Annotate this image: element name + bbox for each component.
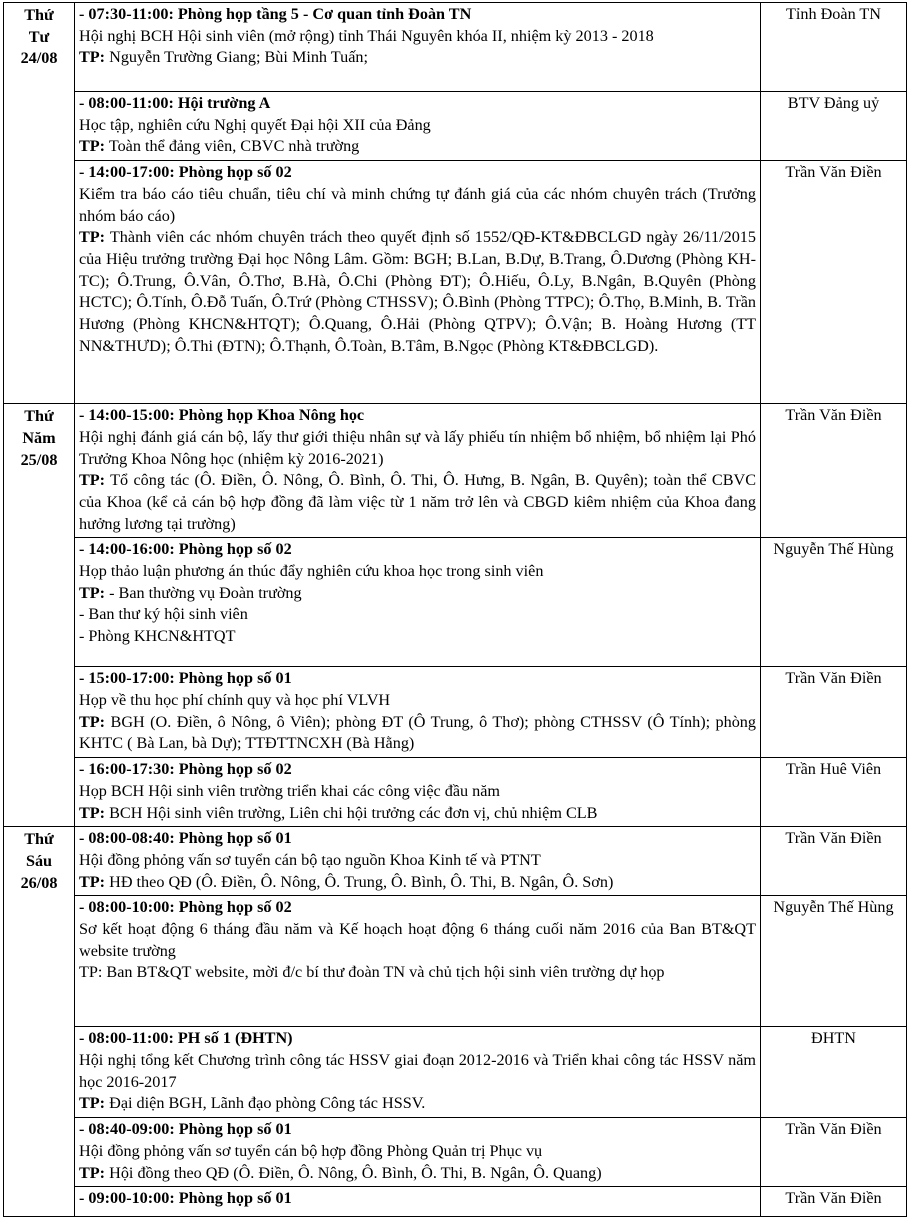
person-cell: Trần Văn Điền xyxy=(761,404,907,538)
event-cell xyxy=(75,92,761,161)
event-cell xyxy=(75,896,761,1027)
event-header: - 07:30-11:00: Phòng họp tầng 5 - Cơ quan tỉnh Đoàn TN xyxy=(79,5,472,23)
event-participants: TP: Nguyễn Trường Giang; Bùi Minh Tuấn; xyxy=(79,48,368,67)
table-row xyxy=(4,1118,907,1187)
day-date: 26/08 xyxy=(20,873,58,892)
table-row xyxy=(4,538,907,667)
person-cell: Trần Văn Điền xyxy=(761,1187,907,1217)
event-description: Kiểm tra báo cáo tiêu chuẩn, tiêu chí và minh chứng tự đánh giá của các nhóm chuyên trách (Trưởng nhóm báo cáo) xyxy=(79,184,756,225)
day-cell xyxy=(4,3,75,404)
event-participants: TP: BGH (O. Điền, ô Nông, ô Viên); phòng ĐT (Ô Trung, ô Thơ); phòng CTHSSV (Ô Tính); phòng KHTC ( Bà Lan, bà Dự); TTĐTTNCXH (Bà Hằng) xyxy=(79,712,756,753)
event-participant-line: - Phòng KHCN&HTQT xyxy=(79,627,236,646)
person-cell: Trần Văn Điền xyxy=(761,667,907,758)
event-cell xyxy=(75,538,761,667)
event-cell xyxy=(75,758,761,827)
event-participants: TP: Thành viên các nhóm chuyên trách theo quyết định số 1552/QĐ-KT&ĐBCLGD ngày 26/11/2015 của Hiệu trưởng trường Đại học Nông Lâm. Gồm: BGH; B.Lan, B.Dự, B.Trang, Ô.Dương (Phòng KH-TC); Ô.Trung, Ô.Vân, Ô.Thơ, B.Hà, Ô.Chi (Phòng ĐT); Ô.Hiếu, Ô.Ly, B.Ngân, B.Quyên (Phòng HCTC); Ô.Tính, Ô.Đỗ Tuấn, Ô.Trứ (Phòng CTHSSV); Ô.Bình (Phòng TTPC); Ô.Thọ, B.Minh, B. Trần Hương (Phòng KHCN&HTQT); Ô.Quang, Ô.Hải (Phòng QTPV); Ô.Vận; B. Hoàng Hương (TT NN&THƯD); Ô.Thi (ĐTN); Ô.Thạnh, Ô.Toàn, B.Tâm, B.Ngọc (Phòng KT&ĐBCLGD). xyxy=(79,228,756,355)
person-cell: Nguyễn Thế Hùng xyxy=(761,896,907,1027)
event-header: - 08:40-09:00: Phòng họp số 01 xyxy=(79,1120,292,1139)
table-row xyxy=(4,161,907,404)
day-label: Năm xyxy=(22,428,56,447)
day-label: Thứ xyxy=(24,407,54,426)
event-description: Họp về thu học phí chính quy và học phí VLVH xyxy=(79,691,391,710)
table-row xyxy=(4,404,907,538)
event-header: - 08:00-11:00: Hội trường A xyxy=(79,94,271,112)
person-cell: Trần Văn Điền xyxy=(761,1118,907,1187)
event-description: Họp thảo luận phương án thúc đẩy nghiên cứu khoa học trong sinh viên xyxy=(79,562,544,581)
event-participants: TP: - Ban thường vụ Đoàn trường xyxy=(79,583,302,602)
table-row xyxy=(4,92,907,161)
table-row xyxy=(4,827,907,896)
event-cell xyxy=(75,1027,761,1118)
day-label: Sáu xyxy=(25,851,53,870)
event-participants: TP: HĐ theo QĐ (Ô. Điền, Ô. Nông, Ô. Trung, Ô. Bình, Ô. Thi, B. Ngân, Ô. Sơn) xyxy=(79,872,614,891)
event-cell xyxy=(75,3,761,92)
event-header: - 16:00-17:30: Phòng họp số 02 xyxy=(79,760,292,779)
event-cell xyxy=(75,161,761,404)
event-description: Họp BCH Hội sinh viên trường triển khai các công việc đầu năm xyxy=(79,781,501,800)
day-date: 25/08 xyxy=(20,450,58,469)
day-cell xyxy=(4,404,75,827)
event-cell xyxy=(75,1187,761,1217)
table-row xyxy=(4,758,907,827)
person-cell: Trần Huê Viên xyxy=(761,758,907,827)
day-label: Thứ xyxy=(24,830,54,849)
event-cell xyxy=(75,404,761,538)
event-description: Hội nghị tổng kết Chương trình công tác HSSV giai đoạn 2012-2016 và Triển khai công tác HSSV năm học 2016-2017 xyxy=(79,1051,756,1091)
event-header: - 14:00-15:00: Phòng họp Khoa Nông học xyxy=(79,406,365,425)
event-cell xyxy=(75,667,761,758)
event-header: - 09:00-10:00: Phòng họp số 01 xyxy=(79,1189,292,1208)
person-cell: BTV Đảng uỷ xyxy=(761,92,907,161)
event-header: - 14:00-17:00: Phòng họp số 02 xyxy=(79,163,292,182)
table-row xyxy=(4,1027,907,1118)
event-participants: TP: Hội đồng theo QĐ (Ô. Điền, Ô. Nông, Ô. Bình, Ô. Thi, B. Ngân, Ô. Quang) xyxy=(79,1163,602,1182)
event-description: Hội đồng phỏng vấn sơ tuyển cán bộ hợp đồng Phòng Quản trị Phục vụ xyxy=(79,1141,543,1160)
person-cell: Nguyễn Thế Hùng xyxy=(761,538,907,667)
event-description: Sơ kết hoạt động 6 tháng đầu năm và Kế hoạch hoạt động 6 tháng cuối năm 2016 của Ban BT&QT website trường xyxy=(79,920,756,960)
event-participants: TP: Tổ công tác (Ô. Điền, Ô. Nông, Ô. Bình, Ô. Thi, Ô. Hưng, B. Ngân, B. Quyên); toàn thể CBVC của Khoa (kể cả cán bộ hợp đồng đã làm việc từ 1 năm trở lên và CBGD kiêm nhiệm của Khoa đang hưởng lương tại trường) xyxy=(79,471,756,533)
event-header: - 15:00-17:00: Phòng họp số 01 xyxy=(79,669,292,688)
person-cell: Trần Văn Điền xyxy=(761,827,907,896)
event-header: - 14:00-16:00: Phòng họp số 02 xyxy=(79,540,292,559)
person-cell: ĐHTN xyxy=(761,1027,907,1118)
event-participants: TP: Toàn thể đảng viên, CBVC nhà trường xyxy=(79,137,360,156)
event-header: - 08:00-08:40: Phòng họp số 01 xyxy=(79,829,292,848)
day-label: Thứ xyxy=(24,6,54,24)
event-description: TP: Ban BT&QT website, mời đ/c bí thư đoàn TN và chủ tịch hội sinh viên trường dự họp xyxy=(79,963,665,982)
event-participant-line: - Ban thư ký hội sinh viên xyxy=(79,605,248,624)
event-participants: TP: Đại diện BGH, Lãnh đạo phòng Công tác HSSV. xyxy=(79,1094,426,1113)
day-label: Tư xyxy=(28,27,50,46)
event-cell xyxy=(75,1118,761,1187)
event-description: Học tập, nghiên cứu Nghị quyết Đại hội XII của Đảng xyxy=(79,115,431,134)
schedule-table xyxy=(3,2,907,1217)
person-cell: Tỉnh Đoàn TN xyxy=(761,3,907,92)
event-cell xyxy=(75,827,761,896)
event-participants: TP: BCH Hội sinh viên trường, Liên chi hội trưởng các đơn vị, chủ nhiệm CLB xyxy=(79,803,598,822)
day-date: 24/08 xyxy=(20,49,58,68)
day-cell xyxy=(4,827,75,1217)
event-header: - 08:00-11:00: PH số 1 (ĐHTN) xyxy=(79,1029,293,1048)
event-description: Hội đồng phỏng vấn sơ tuyển cán bộ tạo nguồn Khoa Kinh tế và PTNT xyxy=(79,850,541,869)
event-description: Hội nghị BCH Hội sinh viên (mở rộng) tỉnh Thái Nguyên khóa II, nhiệm kỳ 2013 - 2018 xyxy=(79,26,654,45)
event-description: Hội nghị đánh giá cán bộ, lấy thư giới thiệu nhân sự và lấy phiếu tín nhiệm bổ nhiệm, bổ nhiệm lại Phó Trưởng Khoa Nông học (nhiệm kỳ 2016-2021) xyxy=(79,427,756,468)
event-header: - 08:00-10:00: Phòng họp số 02 xyxy=(79,898,292,917)
person-cell: Trần Văn Điền xyxy=(761,161,907,404)
table-row xyxy=(4,896,907,1027)
table-row xyxy=(4,667,907,758)
table-row xyxy=(4,1187,907,1217)
table-row xyxy=(4,3,907,92)
